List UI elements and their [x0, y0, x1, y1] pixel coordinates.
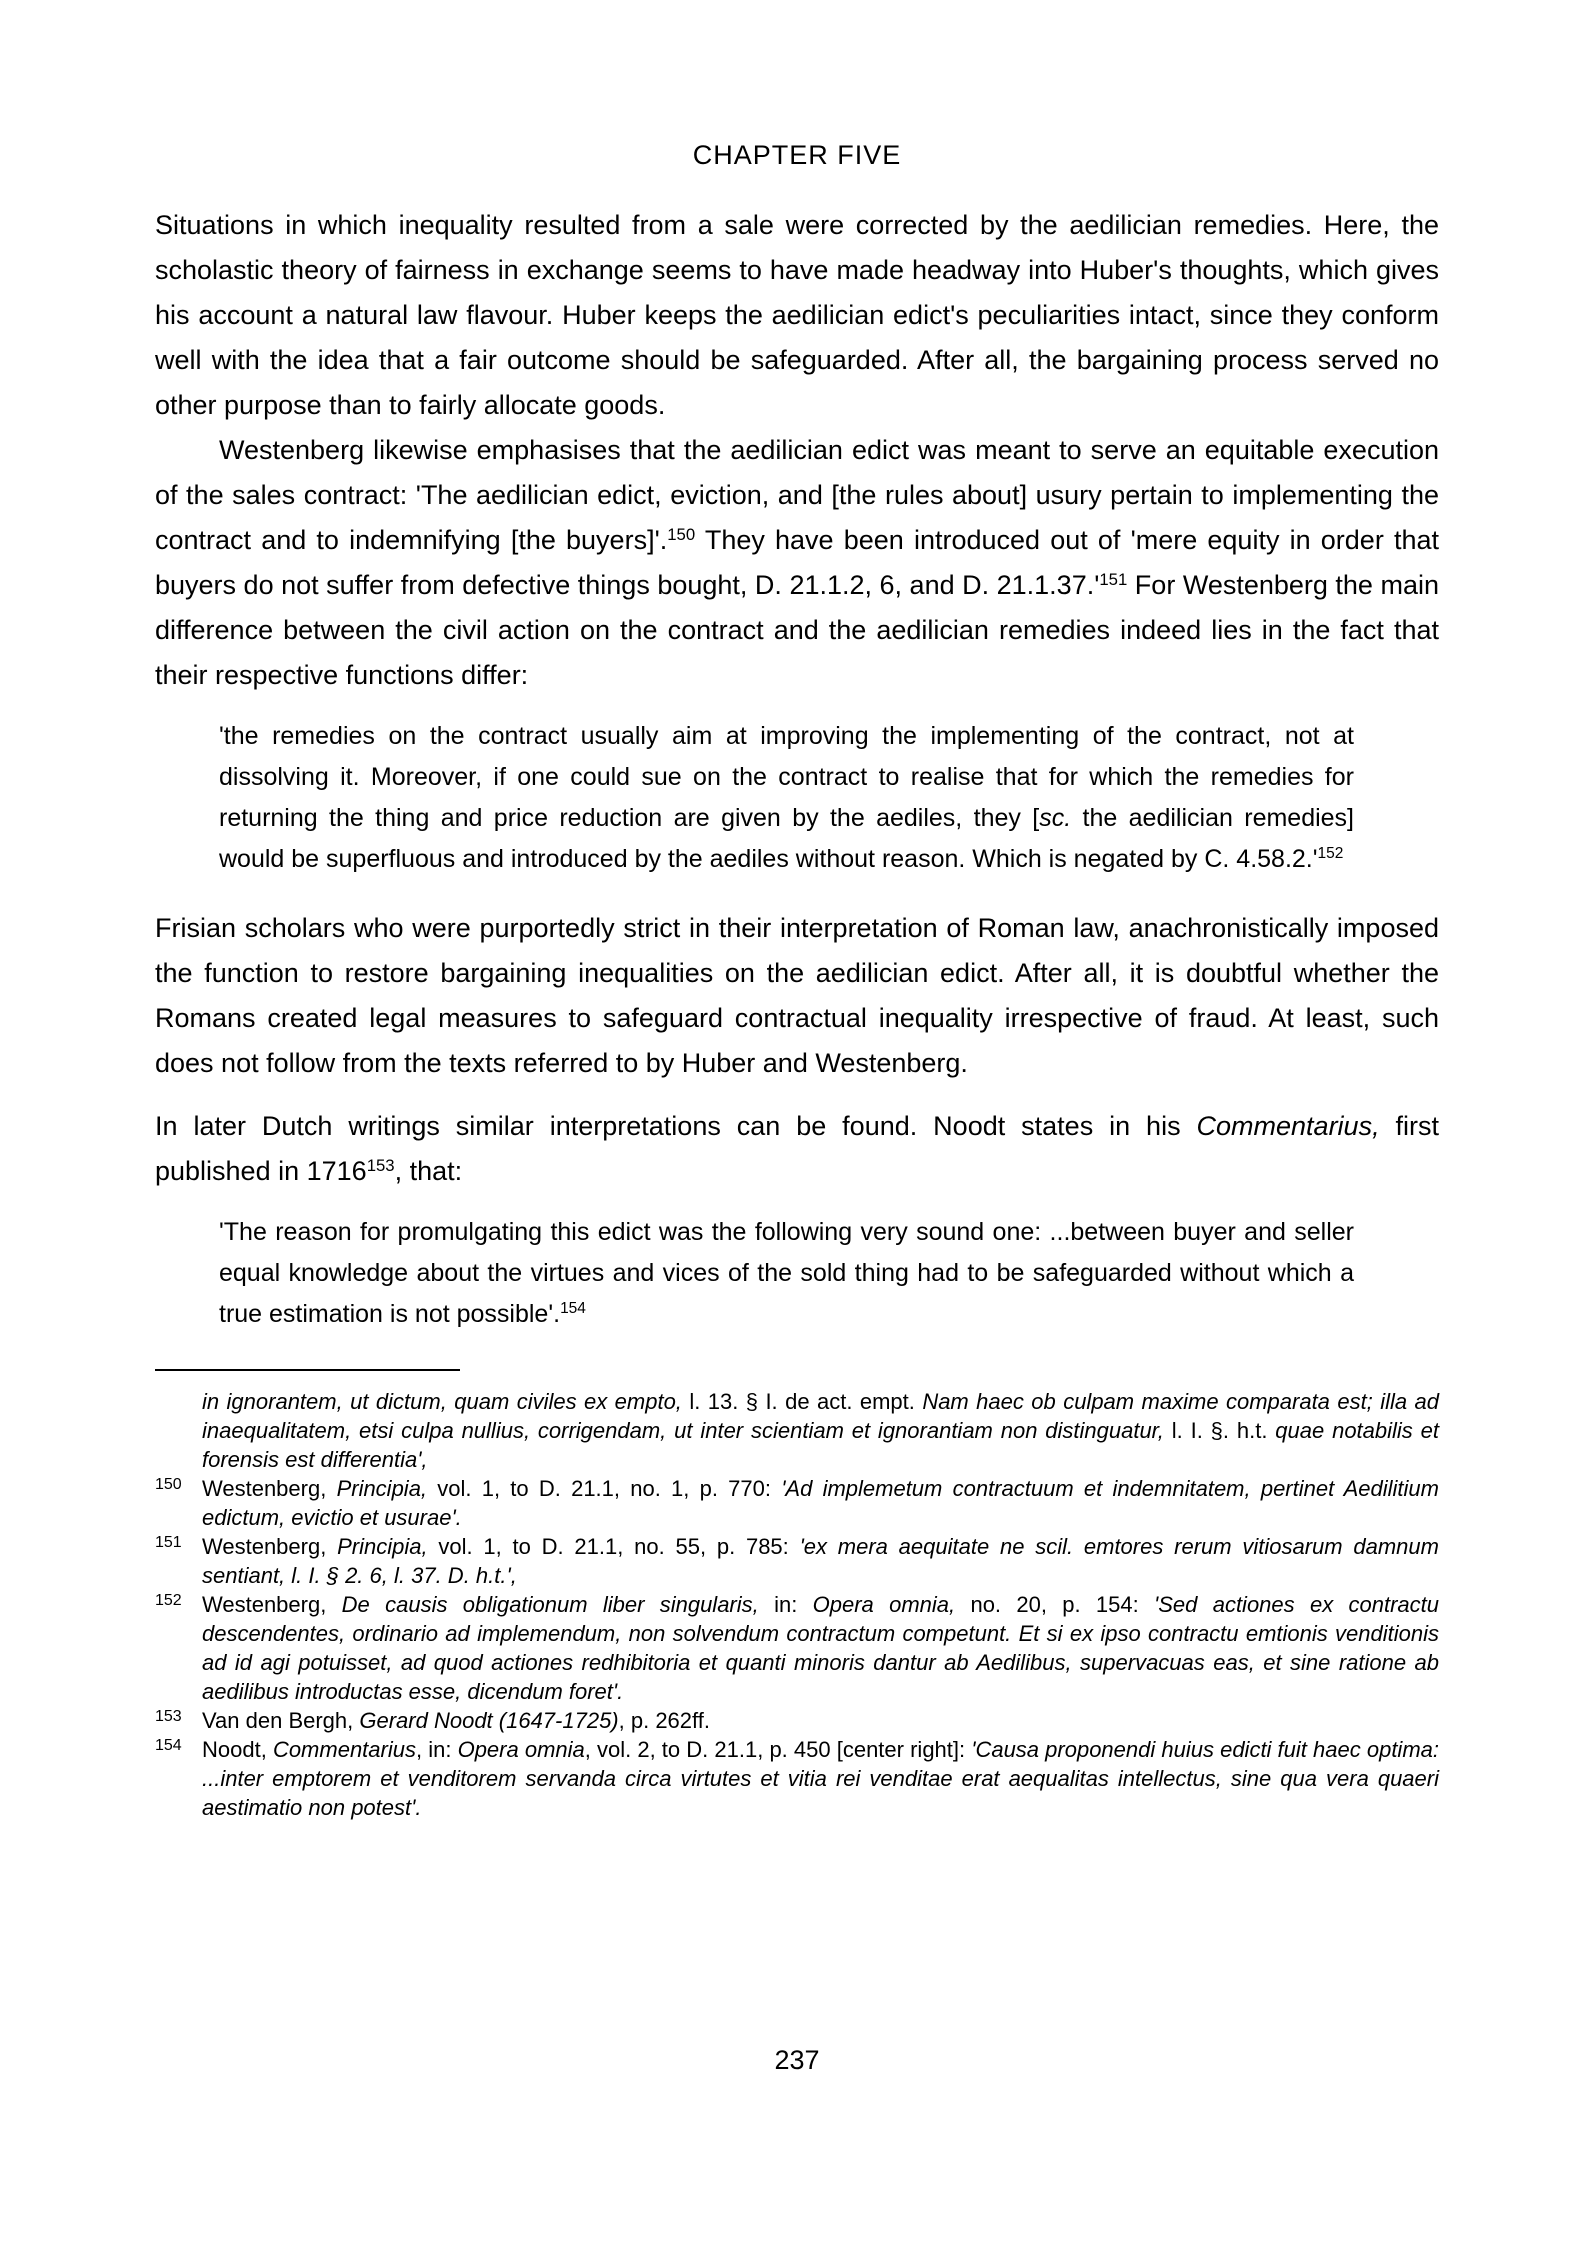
footnote-text: Westenberg, Principia, vol. 1, to D. 21.1, no. 55, p. 785: 'ex mera aequitate ne scil. emtores rerum vitiosarum damnum sentiant, l. I. § 2. 6, l. 37. D. h.t.',: [202, 1534, 1439, 1588]
footnote-153: [155, 1706, 1439, 1735]
body-paragraph-3: Frisian scholars who were purportedly strict in their interpretation of Roman law, anachronistically imposed the function to restore bargaining inequalities on the aedilician edict. After all, it is doubtful whether the Romans created legal measures to safeguard contractual inequality irrespective of fraud. At least, such does not follow from the texts referred to by Huber and Westenberg.: [155, 913, 1439, 1078]
footnote-number: 154: [155, 1737, 182, 1754]
footnote-text: Westenberg, Principia, vol. 1, to D. 21.1, no. 1, p. 770: 'Ad implemetum contractuum et indemnitatem, pertinet Aedilitium edictum, evictio et usurae'.: [202, 1476, 1439, 1530]
footnote-number: 150: [155, 1476, 182, 1493]
footnote-151: [155, 1532, 1439, 1590]
footnote-150: [155, 1474, 1439, 1532]
body-paragraph-2: Westenberg likewise emphasises that the aedilician edict was meant to serve an equitable execution of the sales contract: 'The aedilician edict, eviction, and [the rules about] usury pertain to implementing the contract and to indemnifying [the buyers]'.$^{150}$ They have been introduced out of 'mere equity in order that buyers do not suffer from defective things bought, D. 21.1.2, 6, and D. $21.1.37.'^{151}$ For Westenberg the main difference between the civil action on the contract and the aedilician remedies indeed lies in the fact that their respective functions differ:: [155, 435, 1439, 690]
footnote-152: [155, 1590, 1439, 1706]
footnote-separator-rule: [155, 1369, 460, 1371]
footnote-number: 151: [155, 1534, 182, 1551]
footnote-text: Noodt, Commentarius, in: Opera omnia, vol. 2, to D. 21.1, p. 450 [center right]: 'Causa proponendi huius edicti fuit haec optima: ...inter emptorem et venditorem servanda circa virtutes et vitia rei venditae erat aequalitas intellectus, sine qua vera quaeri aestimatio non potest'.: [202, 1737, 1439, 1820]
footnote-number: 153: [155, 1708, 182, 1725]
footnote-number: 152: [155, 1592, 182, 1609]
chapter-header: CHAPTER FIVE: [692, 140, 902, 170]
footnote-text: Van den Bergh, Gerard Noodt (1647-1725), p. 262ff.: [202, 1708, 710, 1733]
footnote-154: [155, 1735, 1439, 1822]
block-quote-2: 'The reason for promulgating this edict was the following very sound one: ...between buyer and seller equal knowledge about the virtues and vices of the sold thing had to be safeguarded without which a true estimation is not possible'.$^{154}$: [219, 1218, 1354, 1328]
footnote-continuation: [155, 1387, 1439, 1474]
footnotes-section: [155, 1387, 1439, 1822]
block-quote-1: 'the remedies on the contract usually aim at improving the implementing of the contract, not at dissolving it. Moreover, if one could sue on the contract to realise that for which the remedies for returning the thing and price reduction are given by the aediles, they [sc. the aedilician remedies] would be superfluous and introduced by the aediles without reason. Which is negated by C. $4.58.2.'^{152}$: [219, 722, 1355, 873]
footnote-text: Westenberg, De causis obligationum liber singularis, in: Opera omnia, no. 20, p. 154: 'Sed actiones ex contractu descendentes, ordinario ad implemendum, non solvendum contractum competunt. Et si ex ipso contractu emtionis venditionis ad id agi potuisset, ad quod actiones redhibitoria et quanti minoris dantur ab Aedilibus, supervacuas eas, et sine ratione ab aedilibus introductas esse, dicendum foret'.: [202, 1592, 1440, 1704]
page-number: 237: [774, 2045, 820, 2075]
footnote-text: in ignorantem, ut dictum, quam civiles ex empto, l. 13. § I. de act. empt. Nam haec ob culpam maxime comparata est; illa ad inaequalitatem, etsi culpa nullius, corrigendam, ut inter scientiam et ignorantiam non distinguatur, l. I. §. h.t. quae notabilis et forensis est differentia',: [202, 1389, 1440, 1472]
body-paragraph-4: In later Dutch writings similar interpretations can be found. Noodt states in his Commentarius, first published in 1716$^{153}$, that:: [155, 1111, 1439, 1186]
body-paragraph-1: Situations in which inequality resulted from a sale were corrected by the aedilician remedies. Here, the scholastic theory of fairness in exchange seems to have made headway into Huber's thoughts, which gives his account a natural law flavour. Huber keeps the aedilician edict's peculiarities intact, since they conform well with the idea that a fair outcome should be safeguarded. After all, the bargaining process served no other purpose than to fairly allocate goods.: [155, 210, 1439, 420]
